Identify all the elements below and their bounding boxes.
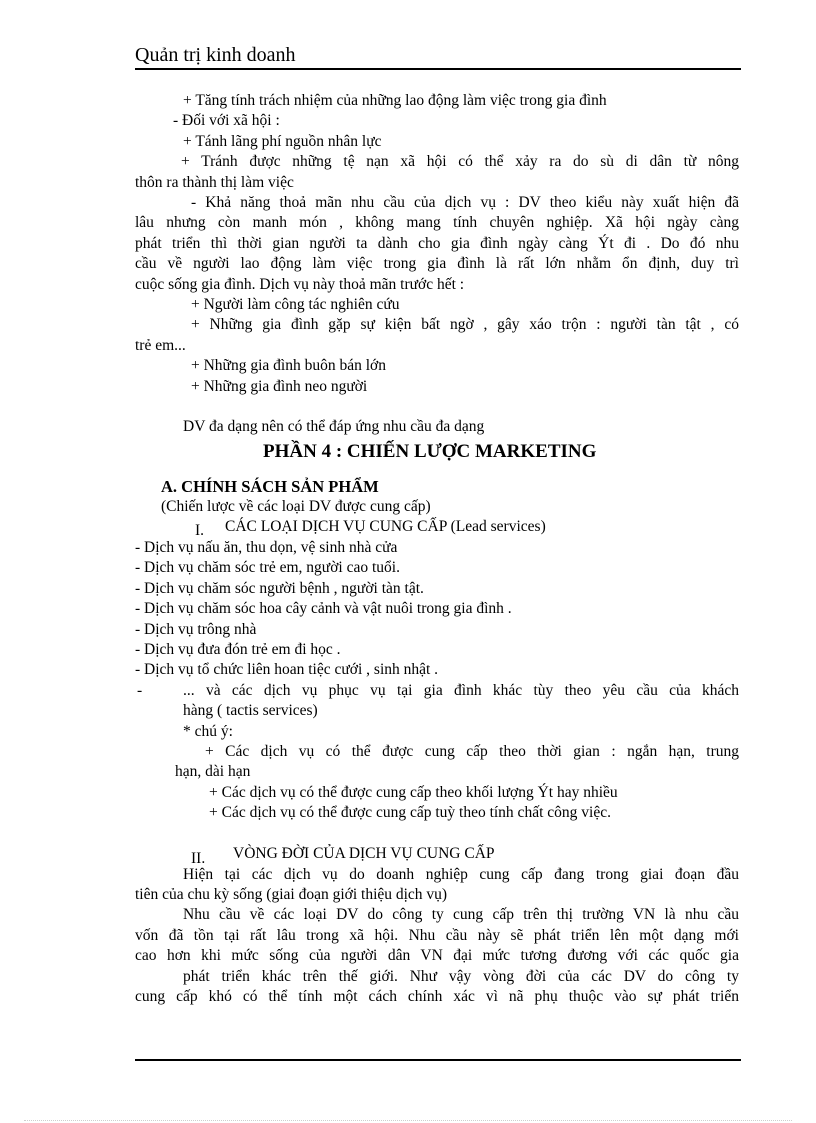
text-line: cầu về người lao động làm việc trong gia đình là rất lớn nhằm ổn định, duy trì (135, 255, 739, 273)
service-item: - Dịch vụ tổ chức liên hoan tiệc cưới , sinh nhật . (135, 661, 439, 679)
text-line: vốn đã tồn tại rất lâu trong xã hội. Nhu cầu này sẽ phát triển lên một dạng mới (135, 926, 739, 944)
text-line: Hiện tại các dịch vụ do doanh nghiệp cung cấp đang trong giai đoạn đầu (183, 865, 739, 883)
subsection-title: VÒNG ĐỜI CỦA DỊCH VỤ CUNG CẤP (233, 844, 495, 862)
text-line: thôn ra thành thị làm việc (135, 173, 294, 191)
text-line: Nhu cầu về các loại DV do công ty cung cấp trên thị trường VN là nhu cầu (183, 906, 739, 924)
service-item: - Dịch vụ đưa đón trẻ em đi học . (135, 640, 341, 658)
list-dash: - (137, 681, 143, 699)
other-services-item (135, 681, 739, 722)
text-line: hạn, dài hạn (175, 763, 251, 781)
section-subtitle: (Chiến lược về các loại DV được cung cấp) (161, 497, 431, 515)
footer-rule (135, 1059, 741, 1061)
text-line: + Các dịch vụ có thể được cung cấp tuỳ theo tính chất công việc. (209, 804, 611, 822)
text-line: lâu nhưng còn manh món , không mang tính chuyên nghiệp. Xã hội ngày càng (135, 214, 739, 232)
text-line: cung cấp khó có thể tính một cách chính xác vì nã phụ thuộc vào sự phát triển (135, 988, 739, 1006)
text-line: + Những gia đình gặp sự kiện bất ngờ , gây xáo trộn : người tàn tật , có (191, 316, 739, 334)
part-title: PHẦN 4 : CHIẾN LƯỢC MARKETING (263, 440, 597, 462)
section-heading: A. CHÍNH SÁCH SẢN PHẨM (161, 476, 379, 496)
text-line: + Tánh lãng phí nguồn nhân lực (183, 132, 382, 150)
roman-numeral: I. (195, 521, 205, 539)
note-label: * chú ý: (183, 722, 233, 740)
service-item: - Dịch vụ trông nhà (135, 620, 257, 638)
text-line: cao hơn khi mức sống của người dân VN đại mức tương đương với các quốc gia (135, 947, 739, 965)
page-bottom-dotted-line (24, 1120, 792, 1121)
text-line: + Những gia đình neo người (191, 377, 368, 395)
text-line: phát triển khác trên thế giới. Như vậy vòng đời của các DV do công ty (183, 967, 739, 985)
header-rule (135, 68, 741, 70)
text-line: hàng ( tactis services) (183, 702, 318, 720)
text-line: + Các dịch vụ có thể được cung cấp theo khối lượng Ýt hay nhiều (209, 783, 618, 801)
service-item: - Dịch vụ chăm sóc trẻ em, người cao tuổi. (135, 559, 400, 577)
service-item: - Dịch vụ nấu ăn, thu dọn, vệ sinh nhà cửa (135, 538, 398, 556)
text-line: + Những gia đình buôn bán lớn (191, 357, 386, 375)
subsection-title: CÁC LOẠI DỊCH VỤ CUNG CẤP (Lead services) (225, 517, 546, 535)
text-line: + Tránh được những tệ nạn xã hội có thể xảy ra do sù di dân từ nông (181, 153, 739, 171)
service-item: - Dịch vụ chăm sóc người bệnh , người tàn tật. (135, 579, 424, 597)
spacer (135, 824, 739, 844)
text-line: + Tăng tính trách nhiệm của những lao động làm việc trong gia đình (183, 92, 607, 109)
spacer (135, 397, 739, 417)
text-line: + Người làm công tác nghiên cứu (191, 296, 400, 314)
subsection-heading-2 (135, 844, 739, 865)
text-line: phát triển thì thời gian người ta dành cho gia đình ngày càng Ýt đi . Do đó nhu (135, 234, 739, 252)
document-body (135, 91, 739, 1007)
text-line: - Đối với xã hội : (173, 112, 280, 130)
roman-numeral: II. (191, 849, 206, 867)
page-header-title: Quản trị kinh doanh (135, 44, 296, 66)
text-line: tiên của chu kỳ sống (giai đoạn giới thiệu dịch vụ) (135, 886, 448, 903)
text-line: trẻ em... (135, 336, 186, 354)
text-line: ... và các dịch vụ phục vụ tại gia đình khác tùy theo yêu cầu của khách (183, 681, 739, 699)
service-item: - Dịch vụ chăm sóc hoa cây cảnh và vật nuôi trong gia đình . (135, 600, 512, 618)
text-line: - Khả năng thoả mãn nhu cầu của dịch vụ : DV theo kiểu này xuất hiện đã (191, 194, 739, 212)
text-line: cuộc sống gia đình. Dịch vụ này thoả mãn trước hết : (135, 275, 465, 293)
subsection-heading-1 (135, 517, 739, 538)
text-line: + Các dịch vụ có thể được cung cấp theo thời gian : ngắn hạn, trung (205, 742, 739, 760)
text-line: DV đa dạng nên có thể đáp ứng nhu cầu đa dạng (183, 418, 485, 436)
